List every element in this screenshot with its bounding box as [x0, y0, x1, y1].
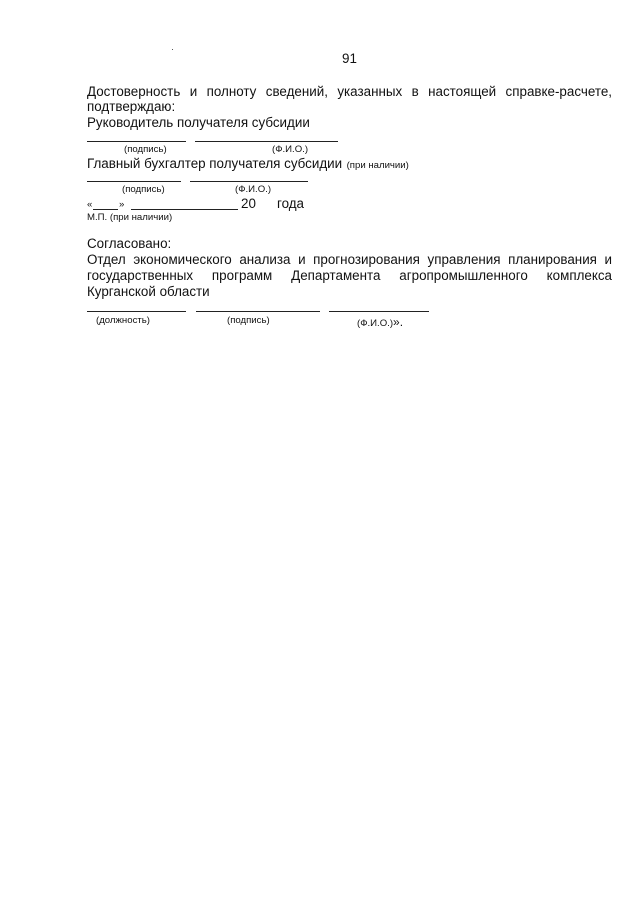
page-number: 91	[342, 51, 357, 66]
position-caption: (должность)	[96, 315, 150, 326]
name-caption: (Ф.И.О.)	[272, 144, 309, 155]
date-day-open-quote: «	[87, 199, 93, 210]
department-line-1: Отдел экономического анализа и прогнозирования управления планирования и	[87, 252, 612, 267]
certification-line-1: Достоверность и полноту сведений, указанных в настоящей справке-расчете,	[87, 84, 612, 99]
certification-line-2: подтверждаю:	[87, 99, 176, 114]
date-day-close-quote: »	[119, 199, 125, 210]
signature-caption: (подпись)	[227, 315, 270, 326]
closing-quote: ».	[393, 315, 404, 329]
name-line	[329, 311, 429, 312]
name-line	[190, 181, 308, 182]
date-year-prefix: 20	[241, 196, 256, 211]
stamp-caption: М.П. (при наличии)	[87, 212, 173, 223]
signature-line	[196, 311, 320, 312]
scan-speck	[172, 49, 173, 50]
name-caption: (Ф.И.О.)	[235, 184, 272, 195]
chief-accountant-note: (при наличии)	[346, 160, 409, 171]
chief-accountant-row	[87, 155, 409, 173]
department-line-2: государственных программ Департамента агропромышленного комплекса	[87, 268, 612, 283]
date-month-line	[131, 209, 238, 210]
chief-accountant-label: Главный бухгалтер получателя субсидии	[87, 156, 343, 171]
signature-caption: (подпись)	[124, 144, 167, 155]
signature-caption: (подпись)	[122, 184, 165, 195]
signature-line	[87, 181, 181, 182]
name-line	[195, 141, 338, 142]
name-caption: (Ф.И.О.)	[357, 318, 394, 329]
signature-line	[87, 141, 186, 142]
position-line	[87, 311, 186, 312]
date-day-line	[93, 209, 118, 210]
department-line-3: Курганской области	[87, 284, 210, 299]
agreed-heading: Согласовано:	[87, 236, 172, 251]
head-of-recipient-label: Руководитель получателя субсидии	[87, 115, 310, 130]
name-caption-row	[357, 313, 403, 331]
date-year-suffix: года	[277, 196, 305, 211]
